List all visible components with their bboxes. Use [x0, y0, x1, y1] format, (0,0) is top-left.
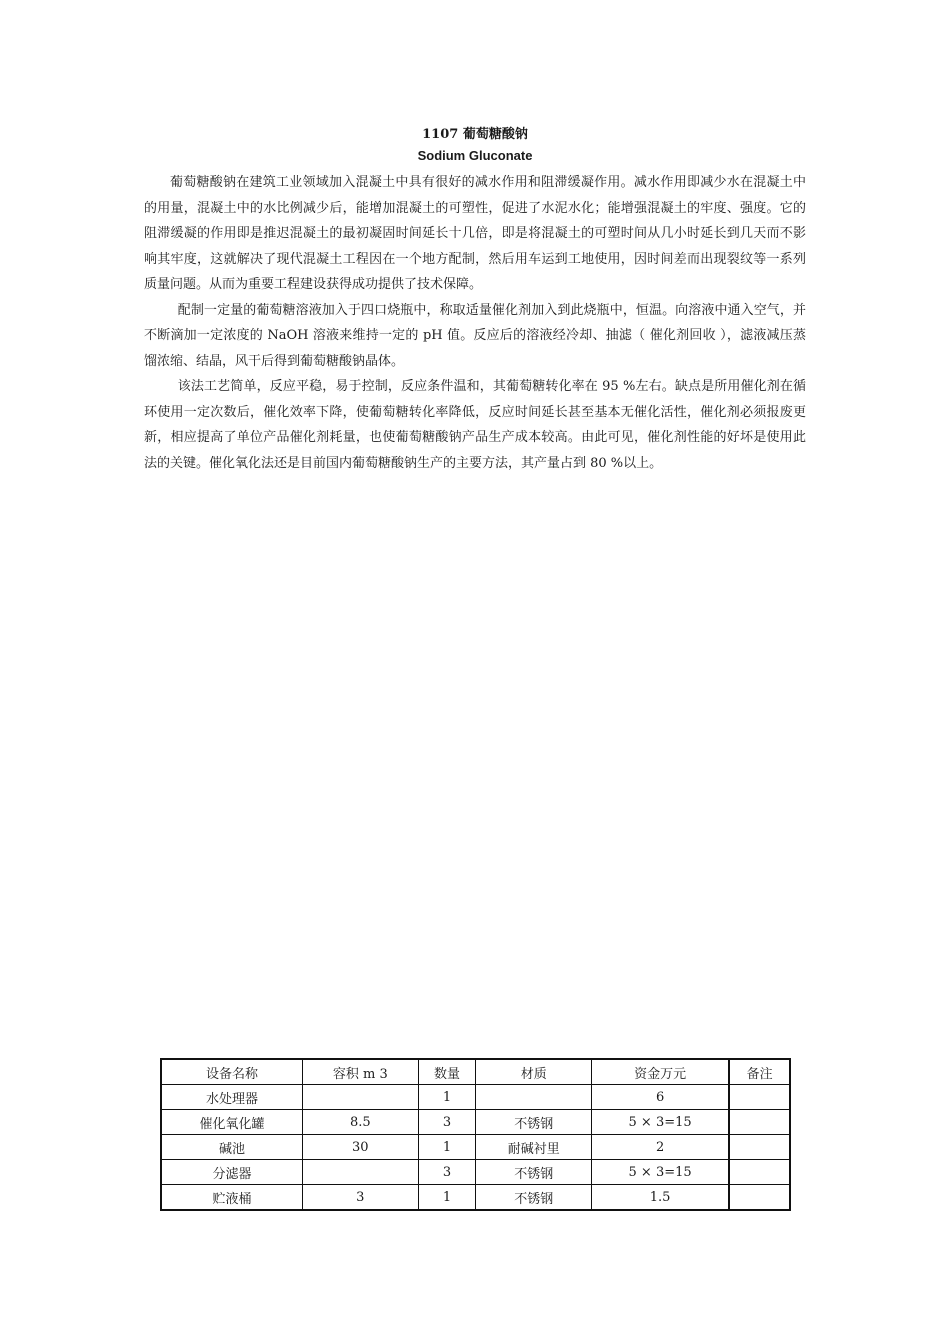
table-row: [161, 1135, 790, 1160]
cell-equipment-name: 水处理器: [161, 1085, 303, 1110]
cell-remarks: [729, 1160, 790, 1185]
table-header-row: [161, 1059, 790, 1085]
paragraph-intro: 葡萄糖酸钠在建筑工业领域加入混凝土中具有很好的减水作用和阻滞缓凝作用。减水作用即减少水在混凝土中的用量，混凝土中的水比例减少后，能增加混凝土的可塑性，促进了水泥水化；能增强混凝土的牢度、强度。它的阻滞缓凝的作用即是推迟混凝土的最初凝固时间延长十几倍，即是将混凝土的可塑时间从几小时延长到几天而不影响其牢度，这就解决了现代混凝土工程因在一个地方配制，然后用车运到工地使用，因时间差而出现裂纹等一系列质量问题。从而为重要工程建设获得成功提供了技术保障。: [144, 175, 806, 292]
header-quantity: 数量: [418, 1059, 476, 1085]
cell-remarks: [729, 1110, 790, 1135]
cell-funds: 2: [592, 1135, 730, 1160]
header-equipment-name: 设备名称: [161, 1059, 303, 1085]
header-remarks: 备注: [729, 1059, 790, 1085]
cell-volume: 3: [303, 1185, 419, 1211]
cell-remarks: [729, 1185, 790, 1211]
cell-material: 不锈钢: [476, 1160, 592, 1185]
cell-equipment-name: 碱池: [161, 1135, 303, 1160]
table-row: [161, 1110, 790, 1135]
cell-material: 不锈钢: [476, 1110, 592, 1135]
table-row: [161, 1085, 790, 1110]
cell-quantity: 1: [418, 1135, 476, 1160]
page-title: 1107 葡萄糖酸钠: [422, 127, 528, 142]
cell-funds: 5 × 3=15: [592, 1160, 730, 1185]
cell-equipment-name: 催化氧化罐: [161, 1110, 303, 1135]
table-row: [161, 1185, 790, 1211]
cell-quantity: 1: [418, 1185, 476, 1211]
cell-remarks: [729, 1085, 790, 1110]
cell-funds: 6: [592, 1085, 730, 1110]
header-volume: 容积 m 3: [303, 1059, 419, 1085]
cell-equipment-name: 贮液桶: [161, 1185, 303, 1211]
cell-volume: 30: [303, 1135, 419, 1160]
cell-quantity: 1: [418, 1085, 476, 1110]
cell-funds: 1.5: [592, 1185, 730, 1211]
cell-funds: 5 × 3=15: [592, 1110, 730, 1135]
document-body: [144, 170, 806, 476]
cell-equipment-name: 分滤器: [161, 1160, 303, 1185]
cell-volume: [303, 1160, 419, 1185]
equipment-table: [160, 1058, 791, 1211]
table-row: [161, 1160, 790, 1185]
cell-material: 耐碱衬里: [476, 1135, 592, 1160]
cell-volume: 8.5: [303, 1110, 419, 1135]
cell-remarks: [729, 1135, 790, 1160]
paragraph-evaluation: 该法工艺简单，反应平稳，易于控制，反应条件温和，其葡萄糖转化率在 95 %左右。缺点是所用催化剂在循环使用一定次数后，催化效率下降，使葡萄糖转化率降低，反应时间延长甚至基本无催化活性，催化剂必须报废更新，相应提高了单位产品催化剂耗量，也使葡萄糖酸钠产品生产成本较高。由此可见，催化剂性能的好坏是使用此法的关键。催化氧化法还是目前国内葡萄糖酸钠生产的主要方法，其产量占到 80 %以上。: [144, 379, 806, 471]
cell-material: 不锈钢: [476, 1185, 592, 1211]
header-material: 材质: [476, 1059, 592, 1085]
cell-material: [476, 1085, 592, 1110]
cell-volume: [303, 1085, 419, 1110]
header-funds: 资金万元: [592, 1059, 730, 1085]
cell-quantity: 3: [418, 1160, 476, 1185]
paragraph-process: 配制一定量的葡萄糖溶液加入于四口烧瓶中，称取适量催化剂加入到此烧瓶中，恒温。向溶液中通入空气，并不断滴加一定浓度的 NaOH 溶液来维持一定的 pH 值。反应后的溶液经冷却、抽滤（ 催化剂回收 ），滤液减压蒸馏浓缩、结晶，风干后得到葡萄糖酸钠晶体。: [144, 302, 806, 369]
page-subtitle: Sodium Gluconate: [417, 148, 533, 163]
cell-quantity: 3: [418, 1110, 476, 1135]
